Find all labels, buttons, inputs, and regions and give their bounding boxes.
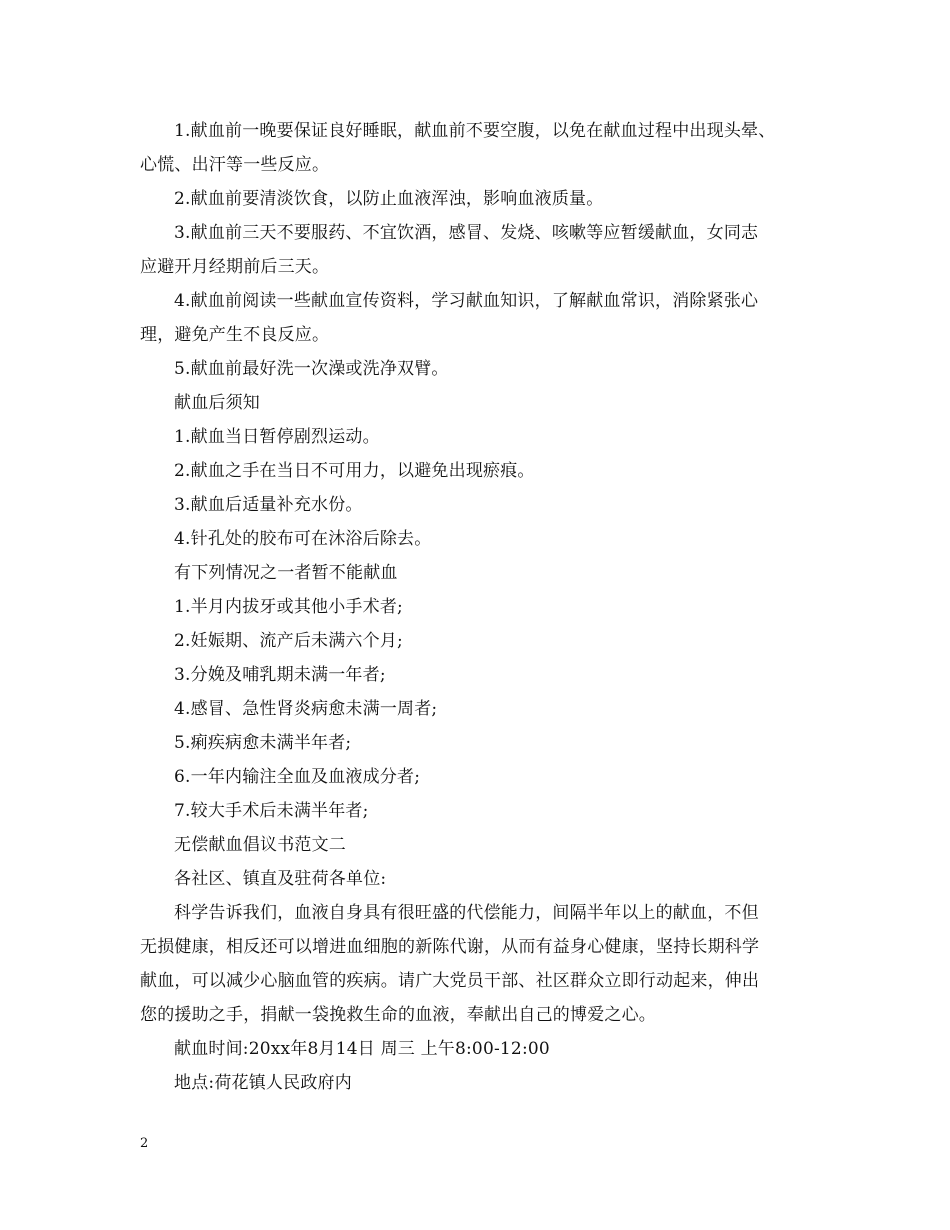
text-line: 献血后须知 [174,393,260,413]
text-line: 5.献血前最好洗一次澡或洗净双臂。 [174,359,449,379]
text-line: 您的援助之手，捐献一袋挽救生命的血液，奉献出自己的博爱之心。 [140,1005,656,1025]
text-line: 3.分娩及哺乳期未满一年者; [174,665,386,685]
text-line: 6.一年内输注全血及血液成分者; [174,767,421,787]
text-line: 科学告诉我们，血液自身具有很旺盛的代偿能力，间隔半年以上的献血，不但 [174,903,759,923]
text-line: 无偿献血倡议书范文二 [174,835,346,855]
text-line: 3.献血后适量补充水份。 [174,495,363,515]
text-line: 应避开月经期前后三天。 [140,257,330,277]
page-number: 2 [140,1136,149,1151]
text-line: 2.妊娠期、流产后未满六个月; [174,631,403,651]
text-line: 献血，可以减少心脑血管的疾病。请广大党员干部、社区群众立即行动起来，伸出 [140,971,760,991]
text-line: 心慌、出汗等一些反应。 [140,155,330,175]
text-line: 有下列情况之一者暂不能献血 [174,563,398,583]
text-line: 各社区、镇直及驻荷各单位: [174,869,387,889]
text-line: 献血时间:20xx年8月14日 周三 上午8:00-12:00 [174,1039,550,1059]
text-line: 5.痢疾病愈未满半年者; [174,733,352,753]
text-line: 3.献血前三天不要服药、不宜饮酒，感冒、发烧、咳嗽等应暂缓献血，女同志 [174,223,759,243]
text-line: 无损健康，相反还可以增进血细胞的新陈代谢，从而有益身心健康，坚持长期科学 [140,937,760,957]
text-line: 1.献血当日暂停剧烈运动。 [174,427,380,447]
document-body [140,114,830,1100]
text-line: 2.献血前要清淡饮食，以防止血液浑浊，影响血液质量。 [174,189,604,209]
text-line: 1.半月内拔牙或其他小手术者; [174,597,403,617]
text-line: 4.感冒、急性肾炎病愈未满一周者; [174,699,438,719]
text-line: 1.献血前一晚要保证良好睡眠，献血前不要空腹，以免在献血过程中出现头晕、 [174,121,776,141]
text-line: 4.献血前阅读一些献血宣传资料，学习献血知识，了解献血常识，消除紧张心 [174,291,759,311]
text-line: 4.针孔处的胶布可在沐浴后除去。 [174,529,432,549]
text-line: 理，避免产生不良反应。 [140,325,330,345]
text-line: 7.较大手术后未满半年者; [174,801,369,821]
text-line: 2.献血之手在当日不可用力，以避免出现瘀痕。 [174,461,535,481]
text-line: 地点:荷花镇人民政府内 [174,1073,352,1093]
